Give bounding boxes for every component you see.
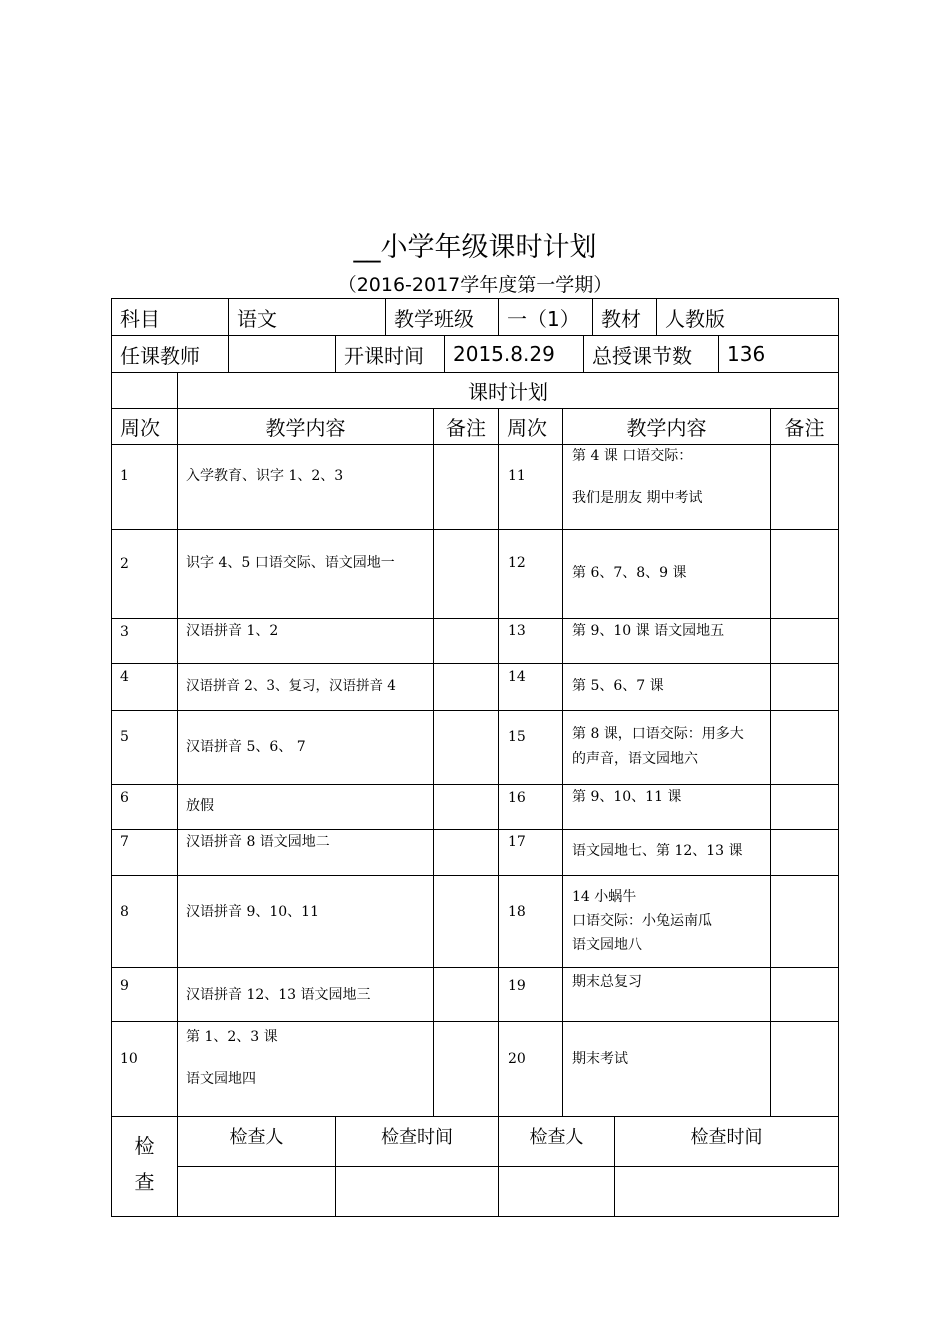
content-cell	[562, 967, 770, 1021]
note-cell	[770, 829, 838, 875]
content-cell	[177, 1021, 433, 1116]
week-text: 20	[508, 1051, 526, 1067]
note-cell	[770, 529, 838, 618]
section-blank-cell	[112, 372, 177, 408]
week-text: 17	[508, 834, 526, 850]
content-text: 汉语拼音 5、6、 7	[186, 739, 306, 755]
content-text: 汉语拼音 8 语文园地二	[186, 834, 330, 850]
content-line: 的声音，语文园地六	[572, 751, 698, 767]
content-line: 第 4 课 口语交际：	[572, 448, 693, 464]
note-cell	[433, 784, 498, 829]
week-text: 13	[508, 623, 526, 639]
week-cell	[498, 663, 562, 710]
week-cell	[498, 875, 562, 967]
week-cell	[498, 529, 562, 618]
textbook-label: 教材	[592, 299, 656, 335]
week-cell	[498, 829, 562, 875]
col-note-right: 备注	[770, 408, 838, 444]
teacher-label: 任课教师	[112, 335, 228, 372]
week-text: 19	[508, 978, 526, 994]
content-text: 识字 4、5 口语交际、语文园地一	[186, 555, 395, 571]
note-cell	[770, 618, 838, 663]
note-cell	[433, 829, 498, 875]
col-week-left: 周次	[112, 408, 177, 444]
week-cell	[498, 710, 562, 784]
note-cell	[770, 967, 838, 1021]
week-cell: 4	[120, 669, 129, 685]
content-line: 第 8 课，口语交际：用多大	[572, 726, 744, 742]
week-cell	[498, 618, 562, 663]
section-title: 课时计划	[177, 372, 838, 408]
content-line: 14 小蜗牛	[572, 889, 637, 905]
content-line: 语文园地四	[186, 1071, 256, 1087]
total-value: 136	[718, 335, 838, 372]
content-line: 语文园地七、第 12、13 课	[572, 843, 743, 859]
note-cell	[433, 875, 498, 967]
content-line: 第 9、10、11 课	[572, 789, 682, 805]
check-time-value-2	[614, 1166, 838, 1216]
col-week-right: 周次	[498, 408, 562, 444]
check-time-header-1: 检查时间	[335, 1116, 498, 1166]
content-cell	[562, 710, 770, 784]
subject-value: 语文	[228, 299, 385, 335]
note-cell	[433, 618, 498, 663]
content-line: 期末总复习	[572, 974, 642, 990]
content-text: 汉语拼音 2、3、复习，汉语拼音 4	[186, 678, 396, 694]
checker-header-1: 检查人	[177, 1116, 335, 1166]
content-line: 第 9、10 课 语文园地五	[572, 623, 725, 639]
week-cell: 10	[120, 1051, 138, 1067]
note-cell	[433, 444, 498, 529]
week-cell: 5	[120, 729, 129, 745]
week-cell: 6	[120, 790, 129, 806]
page-title: __小学年级课时计划	[353, 232, 597, 263]
week-cell: 7	[120, 834, 129, 850]
content-cell	[177, 967, 433, 1021]
content-cell	[177, 710, 433, 784]
content-text: 汉语拼音 1、2	[186, 623, 279, 639]
content-cell	[177, 618, 433, 663]
content-text: 汉语拼音 9、10、11	[186, 904, 319, 920]
content-cell	[177, 663, 433, 710]
week-cell: 8	[120, 904, 129, 920]
week-cell: 3	[120, 624, 129, 640]
content-cell	[562, 1021, 770, 1116]
week-text: 14	[508, 669, 526, 685]
content-cell	[177, 875, 433, 967]
note-cell	[770, 444, 838, 529]
content-cell	[562, 784, 770, 829]
start-label: 开课时间	[335, 335, 444, 372]
content-line: 我们是朋友 期中考试	[572, 490, 703, 506]
start-value: 2015.8.29	[444, 335, 583, 372]
check-label-1: 检	[134, 1133, 155, 1158]
content-line: 口语交际：小兔运南瓜	[572, 913, 712, 929]
checker-value-1	[177, 1166, 335, 1216]
content-text: 汉语拼音 12、13 语文园地三	[186, 987, 371, 1003]
content-cell	[562, 529, 770, 618]
teacher-value	[228, 335, 335, 372]
week-cell	[498, 444, 562, 529]
content-cell	[562, 663, 770, 710]
checker-header-2: 检查人	[498, 1116, 614, 1166]
content-cell	[177, 829, 433, 875]
content-cell	[562, 618, 770, 663]
note-cell	[770, 784, 838, 829]
check-time-header-2: 检查时间	[614, 1116, 838, 1166]
note-cell	[433, 529, 498, 618]
week-text: 11	[508, 468, 526, 484]
content-cell	[177, 444, 433, 529]
class-value: 一（1）	[498, 299, 592, 335]
week-cell	[498, 784, 562, 829]
content-text: 入学教育、识字 1、2、3	[186, 468, 344, 484]
content-line: 第 5、6、7 课	[572, 678, 664, 694]
textbook-value: 人教版	[656, 299, 838, 335]
check-label-cell	[112, 1116, 177, 1216]
content-cell	[562, 875, 770, 967]
page-subtitle: （2016-2017学年度第一学期）	[337, 274, 613, 296]
note-cell	[770, 710, 838, 784]
col-content-left: 教学内容	[177, 408, 433, 444]
col-content-right: 教学内容	[562, 408, 770, 444]
content-line: 第 6、7、8、9 课	[572, 565, 687, 581]
check-time-value-1	[335, 1166, 498, 1216]
content-cell	[562, 444, 770, 529]
note-cell	[770, 1021, 838, 1116]
week-text: 15	[508, 729, 526, 745]
total-label: 总授课节数	[583, 335, 718, 372]
content-text: 放假	[186, 798, 214, 814]
content-cell	[177, 529, 433, 618]
note-cell	[433, 710, 498, 784]
class-label: 教学班级	[385, 299, 498, 335]
content-cell	[562, 829, 770, 875]
subject-label: 科目	[120, 306, 160, 331]
week-cell	[498, 1021, 562, 1116]
week-cell	[498, 967, 562, 1021]
content-line: 语文园地八	[572, 937, 642, 953]
content-cell	[177, 784, 433, 829]
week-cell: 1	[120, 468, 129, 484]
week-text: 18	[508, 904, 526, 920]
content-line: 期末考试	[572, 1051, 628, 1067]
checker-value-2	[498, 1166, 614, 1216]
content-line: 第 1、2、3 课	[186, 1029, 278, 1045]
week-text: 12	[508, 555, 526, 571]
week-text: 16	[508, 790, 526, 806]
note-cell	[770, 663, 838, 710]
week-cell: 2	[120, 556, 129, 572]
check-label-2: 查	[134, 1169, 155, 1194]
note-cell	[433, 967, 498, 1021]
note-cell	[433, 663, 498, 710]
week-cell: 9	[120, 978, 129, 994]
note-cell	[770, 875, 838, 967]
note-cell	[433, 1021, 498, 1116]
col-note-left: 备注	[433, 408, 498, 444]
